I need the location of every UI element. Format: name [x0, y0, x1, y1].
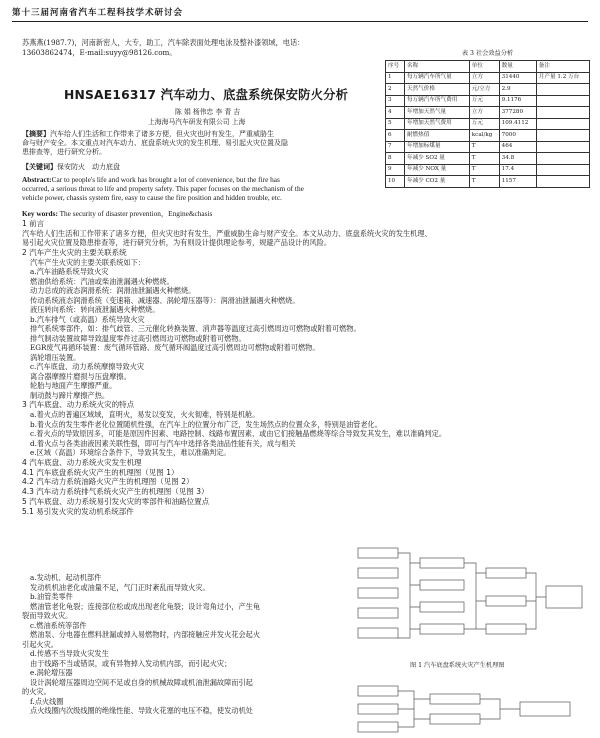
body-line: 燃油泵、分电器在燃料泄漏或掉入易燃物时，内部接触应并发火花会起火	[30, 630, 261, 639]
section-heading: 5 汽车底盘、动力系统易引发火灾的零部件和油路位置点	[22, 497, 210, 507]
table-cell	[536, 84, 589, 96]
table-cell: 1	[386, 72, 405, 84]
body-line: 易引起火灾位置及隐患排查等，进行研究分析，为有则设计提供理论参考，规避产品设计的风险。	[22, 238, 332, 248]
table-cell: 每万辆汽车所气费用	[404, 95, 469, 107]
table-row	[386, 72, 590, 84]
abstract-en-line: Car to people's life and work has brought a lot of convenience, but the fire has	[51, 175, 280, 184]
table-cell: 月产量 1.2 万台	[536, 72, 589, 84]
keywords-zh-label: 【关键词】	[22, 163, 57, 171]
table-row	[386, 141, 590, 153]
body-line: d.着火点与各类油液因素关联性强，即可与汽车中选择各类油品性能有关，成与相关	[30, 438, 296, 448]
table-cell: 10	[386, 176, 405, 188]
body-line: 传动系统液态润滑系统（变速箱、减速器、涡轮增压器等）：润滑油泄漏遇火种燃烧。	[30, 295, 300, 305]
diagram-box	[358, 608, 398, 618]
table-cell: 377280	[499, 107, 536, 119]
table-cell	[536, 130, 589, 142]
table-cell	[536, 153, 589, 165]
body-line: 引起火灾。	[22, 639, 58, 649]
abstract-zh-line: 患排查等，进行研究分析。	[22, 148, 106, 157]
keywords-zh	[22, 163, 364, 172]
section-heading: 4.1 汽车底盘系统火灾产生的机理图（见图 1）	[22, 467, 179, 477]
section-heading: 1 前言	[22, 219, 45, 228]
body-line: 汽车给人们生活和工作带来了诸多方便，但火灾也时有发生，严重威胁生命与财产安全。本文从动力、底盘系统火灾的发生机理、	[22, 228, 432, 238]
body-line: 燃油供给系统：汽油或柴油泄漏遇火种燃烧。	[30, 276, 174, 286]
body-line: b.油管类零件	[30, 592, 73, 601]
table-cell	[536, 118, 589, 130]
keywords-en-label: Key words:	[22, 209, 58, 218]
abstract-en-label: Abstract:	[22, 175, 52, 184]
table-cell: 年减少 NOX 量	[404, 164, 469, 176]
mechanism-diagram	[350, 540, 590, 660]
body-line: 涡轮增压装置。	[30, 352, 81, 362]
body-line: e.涡轮增压器	[30, 668, 73, 677]
diagram-box	[486, 624, 526, 634]
section-heading: 2 汽车产生火灾的主要关联系统	[22, 247, 127, 257]
table-cell: 9	[386, 164, 405, 176]
body-line: 排气系统零部件，如：排气歧管、三元催化转换装置、消声器等温度过高引燃周边可燃物或附着可燃物。	[30, 324, 361, 334]
table-row	[386, 176, 590, 188]
table-cell: 每万辆汽车所气量	[404, 72, 469, 84]
table-caption: 表 3 社会效益分析	[461, 50, 514, 57]
table-row	[386, 153, 590, 165]
table-header-cell: 名称	[404, 61, 469, 73]
body-line: 由于线路不当或错误，或有异物掉入发动机内部，而引起火灾；	[30, 658, 232, 668]
table-cell: 1157	[499, 176, 536, 188]
table-cell: 年增加天然气量	[404, 107, 469, 119]
table-cell	[536, 164, 589, 176]
body-line: c.着火点的导致原因多，可能是原因件因素、电路控制、线路布置因素、或由它们接触晶燃烧等综合导致发其发生，难以准确判定。	[30, 429, 447, 439]
table-cell	[536, 95, 589, 107]
body-line: 的火灾。	[22, 687, 51, 696]
author-note-line: 苏燕燕(1987.7)，河南新密人，大专，助工，汽车除表面处理电泳及整补漆领域，电话：	[22, 38, 305, 47]
paper-affiliation: 上海海马汽车研发有限公司 上海	[148, 118, 246, 126]
table-cell: 年增加标煤量	[404, 141, 469, 153]
benefit-table	[385, 60, 590, 188]
diagram-box	[358, 628, 398, 638]
table-cell: 5	[386, 118, 405, 130]
body-line: b.汽车排气（或高温）系统导致火灾	[30, 314, 145, 324]
table-cell: 年增加天然气费用	[404, 118, 469, 130]
table-cell	[536, 176, 589, 188]
table-row	[386, 84, 590, 96]
table-cell: 元/立方	[469, 84, 499, 96]
diagram-box	[486, 596, 526, 606]
benefit-table-block	[385, 50, 590, 188]
table-header-cell: 备注	[536, 61, 589, 73]
table-cell: 8	[386, 153, 405, 165]
body-line: e.区域（高温）环境综合条件下，导致其发生，难以准确判定。	[30, 448, 231, 458]
diagram-box	[358, 588, 398, 598]
table-cell	[536, 141, 589, 153]
body-line: a.着火点的普遍区域域，直明火，易发以变发，火火彻难，特别是机舱。	[30, 410, 260, 420]
table-header-cell: 单位	[469, 61, 499, 73]
table-row	[386, 107, 590, 119]
paper-title: HNSAE16317 汽车动力、底盘系统保安防火分析	[64, 88, 349, 102]
table-cell: 天然气价格	[404, 84, 469, 96]
table-row	[386, 118, 590, 130]
table-cell: 7	[386, 141, 405, 153]
body-text-wide	[22, 219, 592, 517]
table-header-row	[386, 61, 590, 73]
body-line: c.汽车底盘、动力系统摩擦导致火灾	[30, 362, 145, 372]
table-cell: 万元	[469, 95, 499, 107]
section-heading: 4 汽车底盘、动力系统火灾发生机理	[22, 457, 142, 467]
table-row	[386, 164, 590, 176]
table-cell: 年减少 SO2 量	[404, 153, 469, 165]
diagram-box	[486, 568, 526, 578]
keywords-en-text: The security of disaster prevention，Engine&chasis	[59, 209, 213, 218]
section-heading: 4.2 汽车动力系统油路火灾产生的机理图（见图 2）	[22, 477, 194, 487]
table-row	[386, 130, 590, 142]
diagram-box	[358, 568, 398, 578]
body-line: d.传感不当导致火灾发生	[30, 649, 109, 658]
table-cell: 6	[386, 130, 405, 142]
body-text-narrow	[22, 573, 344, 716]
table-header-cell: 数量	[499, 61, 536, 73]
table-cell: 2	[386, 84, 405, 96]
table-cell: 立方	[469, 107, 499, 119]
abstract-zh-label: 【摘要】	[22, 130, 50, 138]
body-line: 设计涡轮增压器周边空间不足或自身的机械故障或机油泄漏故障而引起	[30, 677, 253, 687]
table-cell: 4	[386, 107, 405, 119]
body-line: 离合器摩擦片磨损与压盘摩擦。	[30, 371, 131, 381]
figure-caption: 图 1 汽车底盘系统火灾产生机理图	[410, 662, 505, 669]
mechanism-diagram-2	[350, 680, 590, 738]
abstract-zh-line: 命与财产安全。本文重点对汽车动力、底盘系统火灾的发生机理、易引起火灾位置及隐	[22, 139, 288, 148]
diagram-box	[420, 558, 464, 568]
body-line: 轮胎与地面产生摩擦严重。	[30, 381, 117, 391]
body-line: 液压转向系统：转向液泄漏遇火种燃烧。	[30, 305, 160, 315]
author-note-line: 13603862474，E-mail:suyy@98126.com。	[22, 47, 177, 57]
table-cell: 17.4	[499, 164, 536, 176]
table-cell: 万元	[469, 118, 499, 130]
table-cell: 立方	[469, 72, 499, 84]
abstract-zh-line: 汽车给人们生活和工作带来了诸多方便，但火灾也时有发生，严重威胁生	[50, 130, 274, 138]
table-cell: 耐燃热值	[404, 130, 469, 142]
abstract-en-line: vehicle power, chassis system fire, easy to cause the fire position and hidden trouble, etc.	[22, 193, 282, 203]
keywords-en	[22, 209, 212, 219]
journal-header: 第十三届河南省汽车工程科技学术研讨会	[12, 8, 588, 22]
table-cell: 109.4112	[499, 118, 536, 130]
table-header-cell: 序号	[386, 61, 405, 73]
table-cell: 7000	[499, 130, 536, 142]
table-cell: 3	[386, 95, 405, 107]
table-cell: T	[469, 176, 499, 188]
body-line: a.汽车油路系统导致火灾	[30, 267, 109, 277]
table-cell: T	[469, 164, 499, 176]
table-row	[386, 95, 590, 107]
table-cell: 31440	[499, 72, 536, 84]
body-line: f.点火线圈	[30, 696, 64, 706]
body-line: 发动机机油老化或油量不足，气门正时紊乱而导致火灾。	[30, 582, 210, 592]
body-line: 动力总成的液态润滑系统：润滑油泄漏遇火种燃烧。	[30, 286, 196, 296]
diagram-box	[546, 586, 582, 608]
table-cell: 年减少 CO2 量	[404, 176, 469, 188]
diagram-box	[420, 624, 464, 634]
paper-authors: 陈 娟 杨伟忠 李 青 吉	[175, 108, 241, 116]
table-cell: 34.8	[499, 153, 536, 165]
diagram-box	[420, 580, 464, 590]
section-heading: 4.3 汽车动力系统排气系统火灾产生的机理图（见图 3）	[22, 487, 209, 497]
table-cell	[536, 107, 589, 119]
table-cell: 9.1176	[499, 95, 536, 107]
body-line: c.燃油系统等部件	[30, 620, 87, 630]
body-line: a.发动机、起动机部件	[30, 573, 102, 582]
table-cell: T	[469, 141, 499, 153]
author-note	[22, 38, 362, 57]
body-line: 点火线圈内次级线圈的绝缘性能、导致火花塞的电压不稳，使发动机处	[30, 706, 253, 715]
body-line: 裂而导致火灾。	[22, 611, 73, 620]
table-cell: kcal/kg	[469, 130, 499, 142]
table-cell: 464	[499, 141, 536, 153]
table-cell: 2.9	[499, 84, 536, 96]
abstract-zh	[22, 130, 364, 158]
section-heading: 5.1 易引发火灾的发动机系统部件	[22, 507, 134, 517]
diagram-box	[358, 548, 398, 558]
body-line: 排气制动装置故障导致温度零件过高引燃周边可燃物或附着可燃物。	[30, 333, 246, 343]
section-heading: 3 汽车底盘、动力系统火灾的特点	[22, 400, 135, 410]
body-line: 汽车产生火灾的主要关联系统如下：	[30, 257, 146, 267]
table-cell: T	[469, 153, 499, 165]
abstract-en-line: occurred, a serious threat to life and property safety. This paper focuses on the mechanism of the	[22, 184, 304, 194]
body-line: b.着火点的发生零件老化位置随机性强，在汽车上的位置分布广泛，发生场然点的位置众多，特别是油管老化。	[30, 419, 382, 429]
body-line: 燃油管老化龟裂；连接部位松或成出现老化龟裂；设计弯角过小，产生龟	[30, 601, 261, 611]
diagram-box	[420, 602, 464, 612]
body-line: 制动鼓与蹄片摩擦产热。	[30, 390, 110, 400]
body-line: EGR废气再循环装置：废气循环管路、废气循环阀温度过高引燃周边可燃物或附着可燃物。	[30, 343, 320, 353]
keywords-zh-text: 保安防火 动力底盘	[57, 163, 120, 171]
